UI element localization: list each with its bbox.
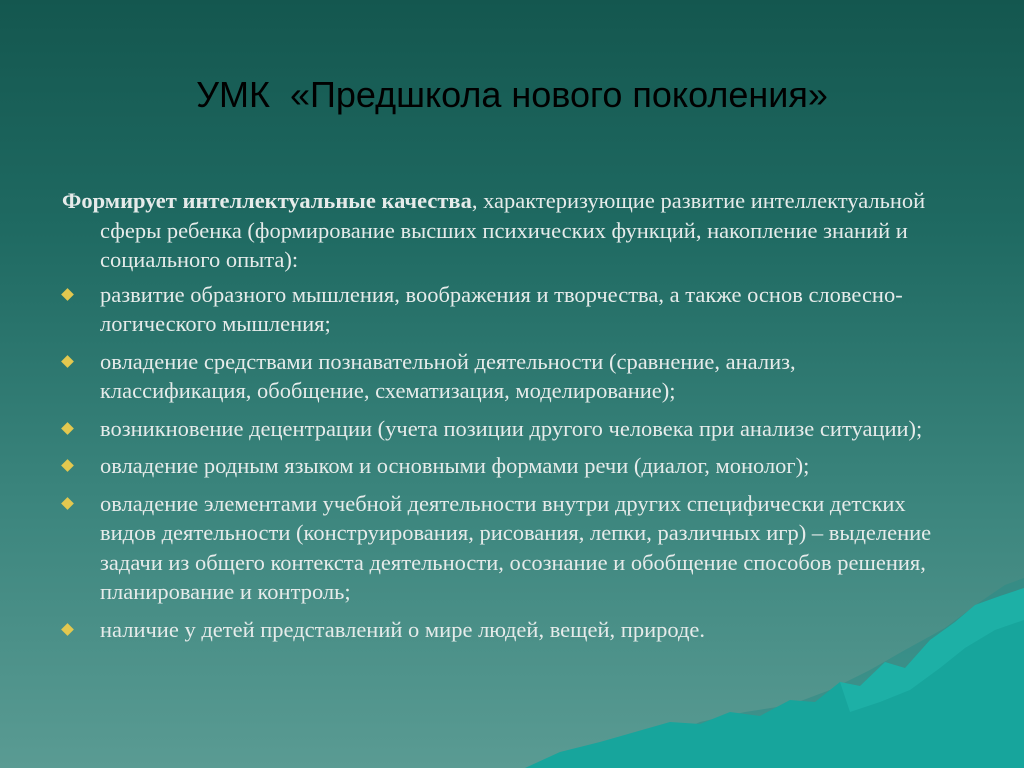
intro-text: , характеризующие развитие интеллектуальной сферы ребенка (формирование высших психических функций, накопление знаний и социального опыта):: [100, 188, 926, 272]
intro-bold-lead: Формирует интеллектуальные качества: [62, 188, 472, 213]
bullet-item: [62, 489, 952, 607]
bullet-text: овладение родным языком и основными формами речи (диалог, монолог);: [100, 453, 810, 478]
bullet-text: овладение средствами познавательной деятельности (сравнение, анализ, классификация, обобщение, схематизация, моделирование);: [100, 348, 796, 403]
intro-paragraph: [62, 186, 952, 275]
diamond-bullet-icon: [61, 288, 74, 301]
diamond-bullet-icon: [61, 497, 74, 510]
bullet-item: [62, 280, 952, 339]
diamond-bullet-icon: [61, 459, 74, 472]
diamond-bullet-icon: [61, 623, 74, 636]
bullet-item: [62, 451, 952, 481]
bullet-text: овладение элементами учебной деятельности внутри других специфически детских видов деятельности (конструирования, рисования, лепки, различных игр) – выделение задачи из общего контекста деятельности, осознание и обобщение способов решения, планирование и контроль;: [100, 490, 932, 604]
bullet-text: возникновение децентрации (учета позиции другого человека при анализе ситуации);: [100, 415, 923, 441]
slide-title: УМК «Предшкола нового поколения»: [196, 74, 828, 115]
slide-body: [62, 186, 952, 652]
bullet-item: [62, 615, 952, 645]
bullet-text: наличие у детей представлений о мире людей, вещей, природе.: [100, 616, 706, 642]
diamond-bullet-icon: [61, 355, 74, 368]
bullet-list: [62, 280, 952, 645]
bullet-item: [62, 414, 952, 444]
diamond-bullet-icon: [61, 422, 74, 435]
bullet-item: [62, 347, 952, 406]
bullet-text: развитие образного мышления, воображения и творчества, а также основ словесно-логического мышления;: [100, 281, 903, 336]
